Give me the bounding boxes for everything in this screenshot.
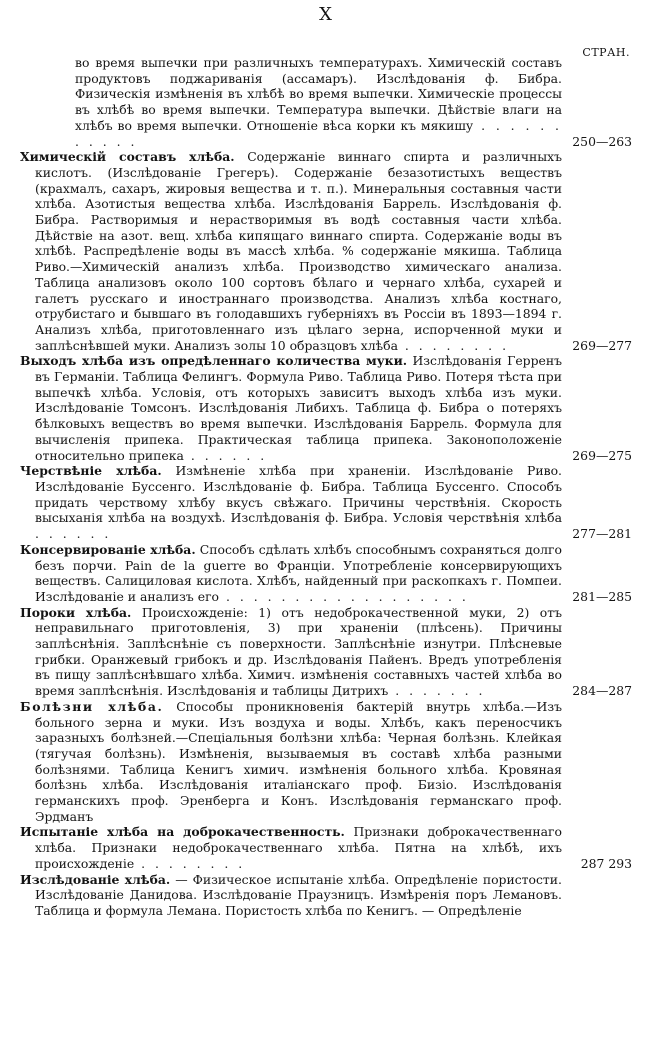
toc-entry-title: Болѣзни хлѣба. [20, 698, 164, 714]
toc-entry-pages: 284—287 [572, 683, 632, 699]
toc-entry [20, 463, 632, 542]
toc-entry-body: Пороки хлѣба. Происхожденіе: 1) отъ недоброкачественной муки, 2) отъ неправильнаго приготовленія, 3) при храненіи (плѣсень). Причины заплѣснѣнія. Заплѣснѣніе съ поверхности. Заплѣснѣніе изнутри. Плѣсневые грибки. Оранжевый грибокъ и др. Изслѣдованія Пайенъ. Вредъ употребленія въ пищу заплѣснѣвшаго хлѣба. Химич. измѣненія составныхъ частей хлѣба во время заплѣснѣнія. Изслѣдованія и таблицы Дитрихъ . . . . . . . [20, 604, 562, 699]
pages-column-label: СТРАН. [582, 46, 630, 59]
toc-entry-title: Консервированіе хлѣба. [20, 541, 196, 557]
toc-entry [20, 55, 632, 149]
toc-entry-body: Испытаніе хлѣба на доброкачественность. Признаки доброкачественнаго хлѣба. Признаки недоброкачественнаго хлѣба. Пятна на хлѣбѣ, ихъ происхожденіе . . . . . . . . [20, 824, 562, 871]
toc-entry-pages: 250—263 [572, 133, 632, 149]
toc-entry-title: Химическій составъ хлѣба. [20, 149, 235, 165]
toc-entry-pages: 281—285 [572, 588, 632, 604]
toc-entry-body: Консервированіе хлѣба. Способъ сдѣлать хлѣбъ способнымъ сохраняться долго безъ порчи. Pain de la guerre во Франціи. Употребленіе консервирующихъ веществъ. Салициловая кислота. Хлѣбъ, найденный при раскопкахъ г. Помпеи. Изслѣдованіе и анализъ его . . . . . . . . . . . . . . . . . . [20, 541, 562, 604]
toc-entry [20, 353, 632, 463]
toc-entry [20, 605, 632, 699]
toc-entry [20, 699, 632, 825]
toc-entry [20, 542, 632, 605]
toc-entry-title: Выходъ хлѣба изъ опредѣленнаго количества муки. [20, 353, 408, 369]
toc-entry-pages: 269—277 [572, 337, 632, 353]
toc-entry [20, 872, 632, 919]
toc-entry-pages: 269—275 [572, 447, 632, 463]
toc-entry-body: Болѣзни хлѣба. Способы проникновенія бактерій внутрь хлѣба.—Изъ больного зерна и муки. Изъ воздуха и воды. Хлѣбъ, какъ переносчикъ заразныхъ болѣзней.—Спеціальныя болѣзни хлѣба: Черная болѣзнь. Клейкая (тягучая болѣзнь). Измѣненія, вызываемыя въ составѣ хлѣба разными болѣзнями. Таблица Кенигъ химич. измѣненія больного хлѣба. Кровяная болѣзнь хлѣба. Изслѣдованія италіанскаго проф. Бизіо. Изслѣдованія германскихъ проф. Эренберга и Конъ. Изслѣдованія германскаго проф. Эрдманъ [20, 698, 562, 824]
page-number: X [319, 4, 333, 25]
toc-entry-body: Химическій составъ хлѣба. Содержаніе виннаго спирта и различныхъ кислотъ. (Изслѣдованіе Грегеръ). Содержаніе безазотистыхъ веществъ (крахмалъ, сахаръ, жировыя вещества и т. п.). Минеральныя составныя части хлѣба. Азотистыя вещества хлѣба. Изслѣдованія Баррель. Изслѣдованія ф. Бибра. Растворимыя и нерастворимыя въ водѣ составныя части хлѣба. Дѣйствіе на азот. вещ. хлѣба кипящаго виннаго спирта. Содержаніе воды въ хлѣбѣ. Распредѣленіе воды въ массѣ хлѣба. % содержаніе мякиша. Таблица Риво.—Химическій анализъ хлѣба. Производство химическаго анализа. Таблица анализовъ около 100 сортовъ бѣлаго и чернаго хлѣба, сухарей и галетъ русскаго и иностраннаго производства. Анализъ хлѣба костнаго, отрубистаго и бывшаго въ голодавшихъ губерніяхъ въ Россіи въ 1893—1894 г. Анализъ хлѣба, приготовленнаго изъ цѣлаго зерна, испорченной муки и заплѣснѣвшей муки. Анализъ золы 10 образцовъ хлѣба . . . . . . . . [20, 149, 563, 353]
toc-entry-pages: 277—281 [572, 526, 632, 542]
toc-entry-title: Пороки хлѣба. [20, 604, 132, 620]
toc-entry-body: Выходъ хлѣба изъ опредѣленнаго количества муки. Изслѣдованія Герренъ въ Германіи. Таблица Фелингъ. Формула Риво. Таблица Риво. Потеря тѣста при выпечкѣ хлѣба. Условія, отъ которыхъ зависитъ выходъ хлѣба изъ муки. Изслѣдованіе Томсонъ. Изслѣдованія Либихъ. Таблица ф. Бибра о потеряхъ бѣлковыхъ веществъ во время выпечки. Изслѣдованія Баррель. Формула для вычисленія припека. Практическая таблица припека. Законоположеніе относительно припека . . . . . . [20, 353, 562, 463]
toc-entry-body: во время выпечки при различныхъ температурахъ. Химическій составъ продуктовъ поджариванія (ассамаръ). Изслѣдованія ф. Бибра. Физическія измѣненія въ хлѣбѣ во время выпечки. Химическіе процессы въ хлѣбѣ во время выпечки. Температура выпечки. Дѣйствіе влаги на хлѣбъ во время выпечки. Отношеніе вѣса корки къ мякишу . . . . . . . . . . . [75, 55, 562, 149]
toc-entry-title: Изслѣдованіе хлѣба. [20, 871, 171, 887]
toc-entry-title: Испытаніе хлѣба на доброкачественность. [20, 824, 345, 840]
toc-entry-pages: 287 293 [580, 855, 632, 871]
table-of-contents [20, 55, 632, 919]
toc-entry-body: Черствѣніе хлѣба. Измѣненіе хлѣба при храненіи. Изслѣдованіе Риво. Изслѣдованіе Буссенго. Изслѣдованіе ф. Бибра. Таблица Буссенго. Способъ придать черствому хлѣбу вкусъ свѣжаго. Причины черствѣнія. Скорость высыханія хлѣба на воздухѣ. Изслѣдованія ф. Бибра. Условія черствѣнія хлѣба . . . . . . [20, 463, 562, 542]
toc-entry [20, 824, 632, 871]
toc-entry-body: Изслѣдованіе хлѣба. — Физическое испытаніе хлѣба. Опредѣленіе пористости. Изслѣдованіе Данидова. Изслѣдованіе Праузницъ. Измѣренія поръ Лемановъ. Таблица и формула Лемана. Пористость хлѣба по Кенигъ. — Опредѣленіе [20, 871, 562, 918]
toc-entry [20, 149, 632, 353]
toc-entry-title: Черствѣніе хлѣба. [20, 463, 162, 479]
